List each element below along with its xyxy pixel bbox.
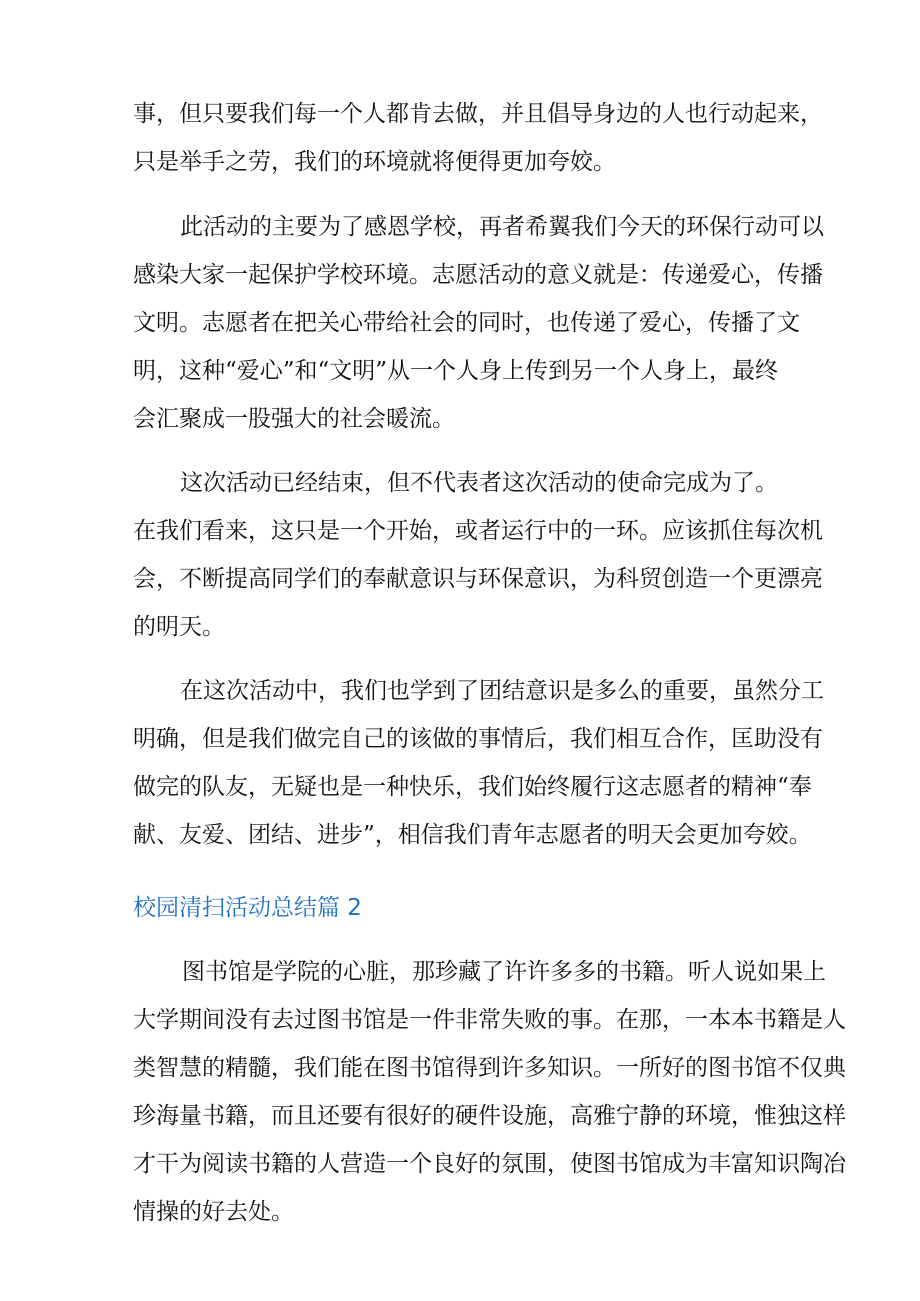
paragraph-5-line-6: 情操的好去处。 — [133, 1199, 294, 1225]
paragraph-5-line-1: 图书馆是学院的心脏，那珍藏了许许多多的书籍。听人说如果上 — [182, 959, 826, 985]
paragraph-2-line-5: 会汇聚成一股强大的社会暖流。 — [133, 406, 455, 432]
paragraph-2-line-3: 文明。志愿者在把关心带给社会的同时，也传递了爱心，传播了文 — [133, 310, 800, 336]
paragraph-4-line-4: 献、友爱、团结、进步”，相信我们青年志愿者的明天会更加夸姣。 — [133, 822, 812, 848]
paragraph-4-line-1: 在这次活动中，我们也学到了团结意识是多么的重要，虽然分工 — [180, 678, 824, 704]
paragraph-3-line-4: 的明天。 — [133, 614, 225, 640]
paragraph-5-line-4: 珍海量书籍，而且还要有很好的硬件设施，高雅宁静的环境，惟独这样 — [133, 1103, 846, 1129]
paragraph-1-line-2: 只是举手之劳，我们的环境就将便得更加夸姣。 — [133, 149, 616, 175]
paragraph-2-line-1: 此活动的主要为了感恩学校，再者希翼我们今天的环保行动可以 — [180, 214, 824, 240]
paragraph-2-line-2: 感染大家一起保护学校环境。志愿活动的意义就是：传递爱心，传播 — [133, 262, 823, 288]
paragraph-3-line-3: 会，不断提高同学们的奉献意识与环保意识，为科贸创造一个更漂亮 — [133, 566, 823, 592]
paragraph-5-line-2: 大学期间没有去过图书馆是一件非常失败的事。在那，一本本书籍是人 — [133, 1007, 846, 1033]
paragraph-3-line-2: 在我们看来，这只是一个开始，或者运行中的一环。应该抓住每次机 — [133, 518, 823, 544]
paragraph-4-line-3: 做完的队友，无疑也是一种快乐，我们始终履行这志愿者的精神“奉 — [133, 774, 812, 800]
paragraph-5-line-5: 才干为阅读书籍的人营造一个良好的氛围，使图书馆成为丰富知识陶冶 — [133, 1151, 846, 1177]
section-heading: 校园清扫活动总结篇 2 — [133, 895, 362, 921]
paragraph-4-line-2: 明确，但是我们做完自己的该做的事情后，我们相互合作，匡助没有 — [133, 726, 823, 752]
paragraph-5-line-3: 类智慧的精髓，我们能在图书馆得到许多知识。一所好的图书馆不仅典 — [133, 1055, 846, 1081]
paragraph-1-line-1: 事，但只要我们每一个人都肯去做，并且倡导身边的人也行动起来， — [133, 101, 823, 127]
paragraph-3-line-1: 这次活动已经结束，但不代表者这次活动的使命完成为了。 — [180, 470, 778, 496]
paragraph-2-line-4: 明，这种“爱心”和“文明”从一个人身上传到另一个人身上，最终 — [133, 358, 779, 384]
